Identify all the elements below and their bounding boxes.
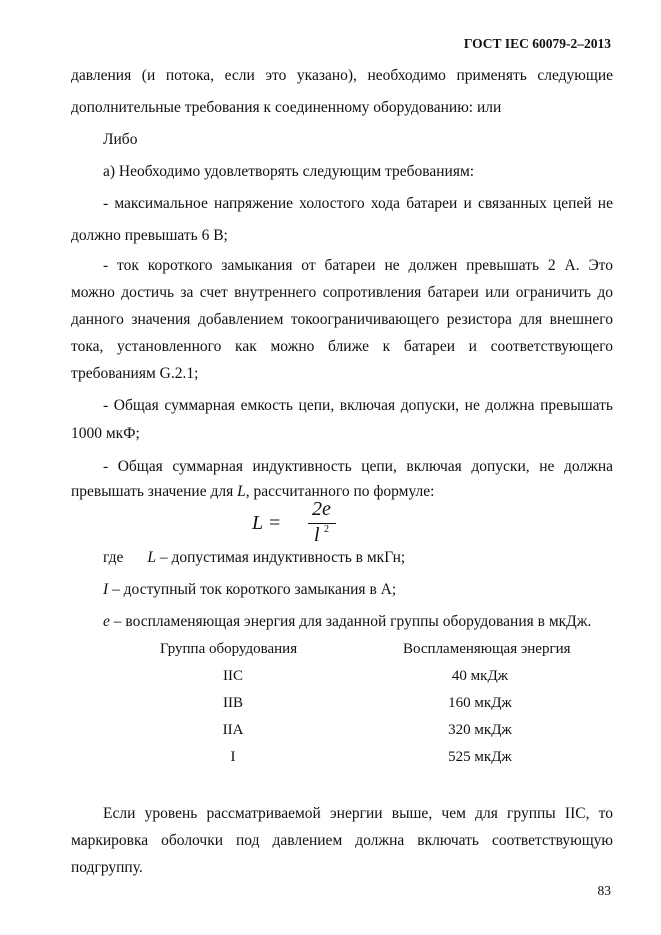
table-cell-energy: 320 мкДж bbox=[448, 722, 512, 738]
paragraph-line: тока, установленного как можно ближе к батареи и соответствующего bbox=[71, 338, 613, 355]
formula-lhs: L = bbox=[252, 512, 282, 534]
definition-line bbox=[71, 574, 613, 606]
paragraph-line: требованиям G.2.1; bbox=[71, 365, 199, 382]
paragraph-line: Если уровень рассматриваемой энергии выше, чем для группы IIC, то bbox=[103, 805, 613, 822]
definition-line bbox=[71, 542, 613, 574]
table-cell-group: IIB bbox=[223, 695, 243, 711]
definition-text: – воспламеняющая энергия для заданной группы оборудования в мкДж. bbox=[109, 613, 592, 630]
table-header-group: Группа оборудования bbox=[160, 641, 298, 657]
paragraph-line: - Общая суммарная индуктивность цепи, включая допуски, не должна bbox=[103, 458, 613, 475]
fraction-bar bbox=[308, 523, 336, 524]
variable-e: e bbox=[103, 613, 110, 630]
paragraph-line: можно достичь за счет внутреннего сопротивления батареи или ограничить до bbox=[71, 284, 613, 301]
definition-text: – доступный ток короткого замыкания в А; bbox=[108, 581, 397, 598]
formula-numerator: 2e bbox=[312, 498, 331, 520]
paragraph-line: должно превышать 6 В; bbox=[71, 227, 228, 244]
paragraph-line: 1000 мкФ; bbox=[71, 425, 140, 442]
paragraph-line: Либо bbox=[103, 131, 138, 148]
paragraph-line: а) Необходимо удовлетворять следующим требованиям: bbox=[103, 163, 475, 180]
formula-denominator: l bbox=[314, 524, 320, 546]
page-number: 83 bbox=[597, 883, 611, 898]
text-run: , рассчитанного по формуле: bbox=[245, 483, 435, 500]
table-cell-group: IIA bbox=[222, 722, 244, 738]
paragraph-line: маркировка оболочки под давлением должна включать соответствующую bbox=[71, 832, 613, 849]
table-header-energy: Воспламеняющая энергия bbox=[403, 641, 571, 657]
document-header: ГОСТ IEC 60079-2–2013 bbox=[463, 36, 611, 51]
variable-I: I bbox=[103, 581, 109, 598]
table-cell-energy: 160 мкДж bbox=[448, 695, 512, 711]
inductance-formula bbox=[252, 498, 342, 548]
variable-L: L bbox=[237, 483, 246, 500]
paragraph-line: подгруппу. bbox=[71, 859, 143, 876]
paragraph-line: - максимальное напряжение холостого хода батареи и связанных цепей не bbox=[103, 195, 613, 212]
paragraph-line bbox=[71, 476, 613, 508]
table-cell-energy: 40 мкДж bbox=[451, 668, 509, 684]
table-cell-energy: 525 мкДж bbox=[448, 749, 512, 765]
table-cell-group: IIC bbox=[223, 668, 243, 684]
variable-L: L bbox=[147, 549, 156, 566]
paragraph-line: давления (и потока, если это указано), необходимо применять следующие bbox=[71, 67, 613, 84]
definition-line bbox=[71, 606, 613, 638]
formula-exponent: 2 bbox=[324, 524, 329, 535]
paragraph-line: данного значения добавлением токоограничивающего резистора для внешнего bbox=[71, 311, 613, 328]
definition-text: – допустимая индуктивность в мкГн; bbox=[155, 549, 406, 566]
paragraph-line: - ток короткого замыкания от батареи не должен превышать 2 А. Это bbox=[103, 257, 613, 274]
paragraph-line: - Общая суммарная емкость цепи, включая допуски, не должна превышать bbox=[103, 397, 613, 414]
paragraph-line: дополнительные требования к соединенному оборудованию: или bbox=[71, 99, 502, 116]
text-run: превышать значение для bbox=[71, 483, 238, 500]
where-label: где bbox=[103, 549, 124, 566]
table-cell-group: I bbox=[230, 749, 236, 765]
